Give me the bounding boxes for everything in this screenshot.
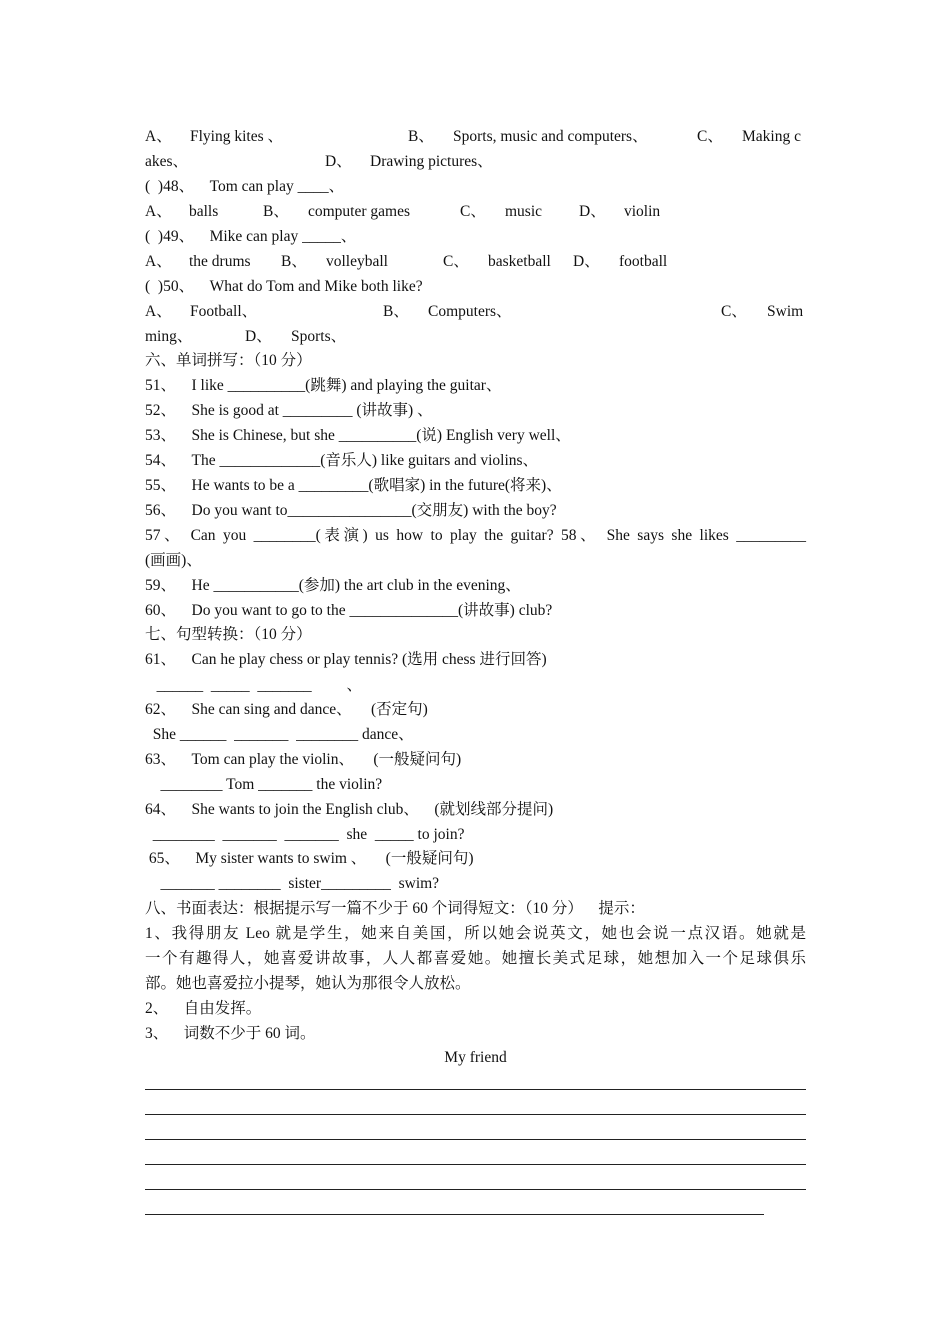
q50-stem: ( )50、 What do Tom and Mike both like?: [145, 278, 423, 295]
hint-1-line-1: 1、我得朋友 Leo 就是学生，她来自美国，所以她会说英文，她也会说一点汉语。她就是: [145, 925, 806, 942]
q48-options: [145, 200, 806, 224]
option-c-label: C、: [721, 303, 747, 320]
option-b-text: volleyball: [326, 253, 388, 270]
option-a-text: Flying kites 、: [190, 128, 284, 145]
option-b-text: computer games: [308, 203, 411, 220]
q49-stem: ( )49、 Mike can play _____、: [145, 228, 357, 245]
option-d-text: Sports、: [291, 328, 347, 345]
question-59: 59、 He ___________(参加) the art club in the evening、: [145, 577, 521, 594]
option-c-text-cont: akes、: [145, 153, 189, 170]
essay-title: My friend: [444, 1049, 507, 1066]
option-c-text: Making c: [742, 128, 801, 145]
option-b-label: B、: [263, 203, 289, 220]
option-d-label: D、: [579, 203, 606, 220]
option-b-label: B、: [281, 253, 307, 270]
section-7-title: 七、句型转换：（10 分）: [145, 626, 312, 643]
option-d-label: D、: [325, 153, 352, 170]
q48-stem: ( )48、 Tom can play ____、: [145, 178, 345, 195]
option-a-label: A、: [145, 253, 172, 270]
option-a-label: A、: [145, 303, 172, 320]
option-c-label: C、: [460, 203, 486, 220]
question-55: 55、 He wants to be a _________(歌唱家) in the future(将来)、: [145, 477, 562, 494]
section-8-title: 八、书面表达：根据提示写一篇不少于 60 个词得短文：（10 分） 提示：: [145, 900, 645, 917]
question-64: 64、 She wants to join the English club、 (就划线部分提问): [145, 801, 554, 818]
option-d-text: Drawing pictures、: [370, 153, 493, 170]
option-b-text: Computers、: [428, 303, 512, 320]
question-61: 61、 Can he play chess or play tennis? (选用 chess 进行回答): [145, 651, 547, 668]
q50-options-row1: [145, 300, 806, 324]
q49-options: [145, 250, 806, 274]
option-d-text: violin: [624, 203, 661, 220]
q47-options-row1: [145, 125, 806, 149]
option-c-label: C、: [443, 253, 469, 270]
answer-62-blanks: She ______ _______ ________ dance、: [145, 726, 414, 743]
q50-options-row2: [145, 325, 806, 349]
question-60: 60、 Do you want to go to the ______________(讲故事) club?: [145, 602, 553, 619]
question-65: 65、 My sister wants to swim 、 (一般疑问句): [145, 850, 474, 867]
question-62: 62、 She can sing and dance、 (否定句): [145, 701, 428, 718]
option-d-text: football: [619, 253, 668, 270]
option-d-label: D、: [245, 328, 272, 345]
option-b-text: Sports, music and computers、: [453, 128, 648, 145]
option-a-text: Football、: [190, 303, 258, 320]
option-c-text: Swim: [767, 303, 804, 320]
answer-65-blanks: _______ ________ sister_________ swim?: [145, 875, 440, 892]
answer-63-blanks: ________ Tom _______ the violin?: [145, 776, 383, 793]
q47-options-row2: [145, 150, 806, 174]
question-54: 54、 The _____________(音乐人) like guitars and violins、: [145, 452, 539, 469]
question-56: 56、 Do you want to________________(交朋友) with the boy?: [145, 502, 557, 519]
section-6-title: 六、单词拼写：（10 分）: [145, 352, 312, 369]
question-57-58: 57、 Can you ________(表演) us how to play the guitar? 58、 She says she likes _________: [145, 527, 806, 544]
option-b-label: B、: [383, 303, 409, 320]
writing-line: [145, 1164, 806, 1165]
option-c-text: music: [505, 203, 543, 220]
question-51: 51、 I like __________(跳舞) and playing the guitar、: [145, 377, 502, 394]
option-d-label: D、: [573, 253, 600, 270]
option-c-text: basketball: [488, 253, 551, 270]
writing-line: [145, 1139, 806, 1140]
hint-3: 3、 词数不少于 60 词。: [145, 1025, 316, 1042]
option-a-text: the drums: [189, 253, 251, 270]
hint-2: 2、 自由发挥。: [145, 1000, 262, 1017]
option-a-text: balls: [189, 203, 219, 220]
writing-line: [145, 1214, 764, 1215]
writing-line: [145, 1089, 806, 1090]
answer-61-blanks: ______ _____ _______ 、: [145, 677, 363, 694]
question-52: 52、 She is good at _________ (讲故事) 、: [145, 402, 433, 419]
option-a-label: A、: [145, 128, 172, 145]
option-c-label: C、: [697, 128, 723, 145]
question-58-cont: (画画)、: [145, 552, 202, 569]
option-a-label: A、: [145, 203, 172, 220]
answer-64-blanks: ________ _______ _______ she _____ to join?: [145, 826, 465, 843]
option-c-text-cont: ming、: [145, 328, 193, 345]
hint-1-line-3: 部。她也喜爱拉小提琴，她认为那很令人放松。: [145, 975, 471, 992]
hint-1-line-2: 一个有趣得人，她喜爱讲故事，人人都喜爱她。她擅长美式足球，她想加入一个足球俱乐: [145, 950, 806, 967]
question-63: 63、 Tom can play the violin、 (一般疑问句): [145, 751, 462, 768]
writing-line: [145, 1114, 806, 1115]
option-b-label: B、: [408, 128, 434, 145]
question-53: 53、 She is Chinese, but she __________(说) English very well、: [145, 427, 571, 444]
writing-line: [145, 1189, 806, 1190]
